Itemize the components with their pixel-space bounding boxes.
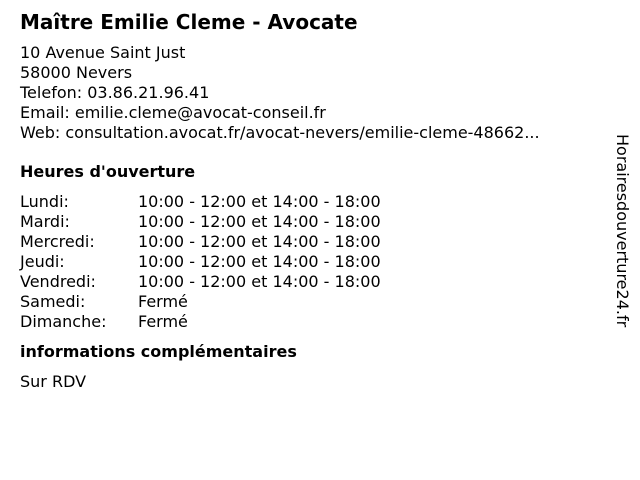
time-value: Fermé (138, 292, 188, 311)
day-label: Mardi: (20, 212, 70, 231)
day-label: Mercredi: (20, 232, 95, 251)
time-value: 10:00 - 12:00 et 14:00 - 18:00 (138, 212, 381, 231)
hours-row-dimanche (20, 312, 600, 332)
day-label: Vendredi: (20, 272, 96, 291)
info-heading: informations complémentaires (20, 342, 297, 361)
hours-row-samedi (20, 292, 600, 312)
hours-row-lundi (20, 192, 600, 212)
info-note: Sur RDV (20, 372, 87, 391)
day-label: Lundi: (20, 192, 69, 211)
day-label: Dimanche: (20, 312, 107, 331)
phone-text: Telefon: 03.86.21.96.41 (20, 83, 210, 102)
page-title: Maître Emilie Cleme - Avocate (20, 10, 358, 34)
listing-card (20, 9, 600, 392)
day-label: Samedi: (20, 292, 86, 311)
website-text: Web: consultation.avocat.fr/avocat-nevers/emilie-cleme-48662... (20, 123, 540, 142)
site-watermark (612, 134, 632, 374)
hours-row-mardi (20, 212, 600, 232)
hours-row-mercredi (20, 232, 600, 252)
contact-block (20, 43, 600, 143)
day-label: Jeudi: (20, 252, 65, 271)
time-value: 10:00 - 12:00 et 14:00 - 18:00 (138, 252, 381, 271)
hours-heading: Heures d'ouverture (20, 162, 196, 181)
hours-row-vendredi (20, 272, 600, 292)
time-value: 10:00 - 12:00 et 14:00 - 18:00 (138, 272, 381, 291)
hours-table (20, 192, 600, 332)
address-city: 58000 Nevers (20, 63, 133, 82)
site-watermark-text: Horairesdouverture24.fr (613, 134, 632, 328)
time-value: 10:00 - 12:00 et 14:00 - 18:00 (138, 232, 381, 251)
hours-row-jeudi (20, 252, 600, 272)
time-value: 10:00 - 12:00 et 14:00 - 18:00 (138, 192, 381, 211)
time-value: Fermé (138, 312, 188, 331)
address-street: 10 Avenue Saint Just (20, 43, 186, 62)
email-text: Email: emilie.cleme@avocat-conseil.fr (20, 103, 326, 122)
